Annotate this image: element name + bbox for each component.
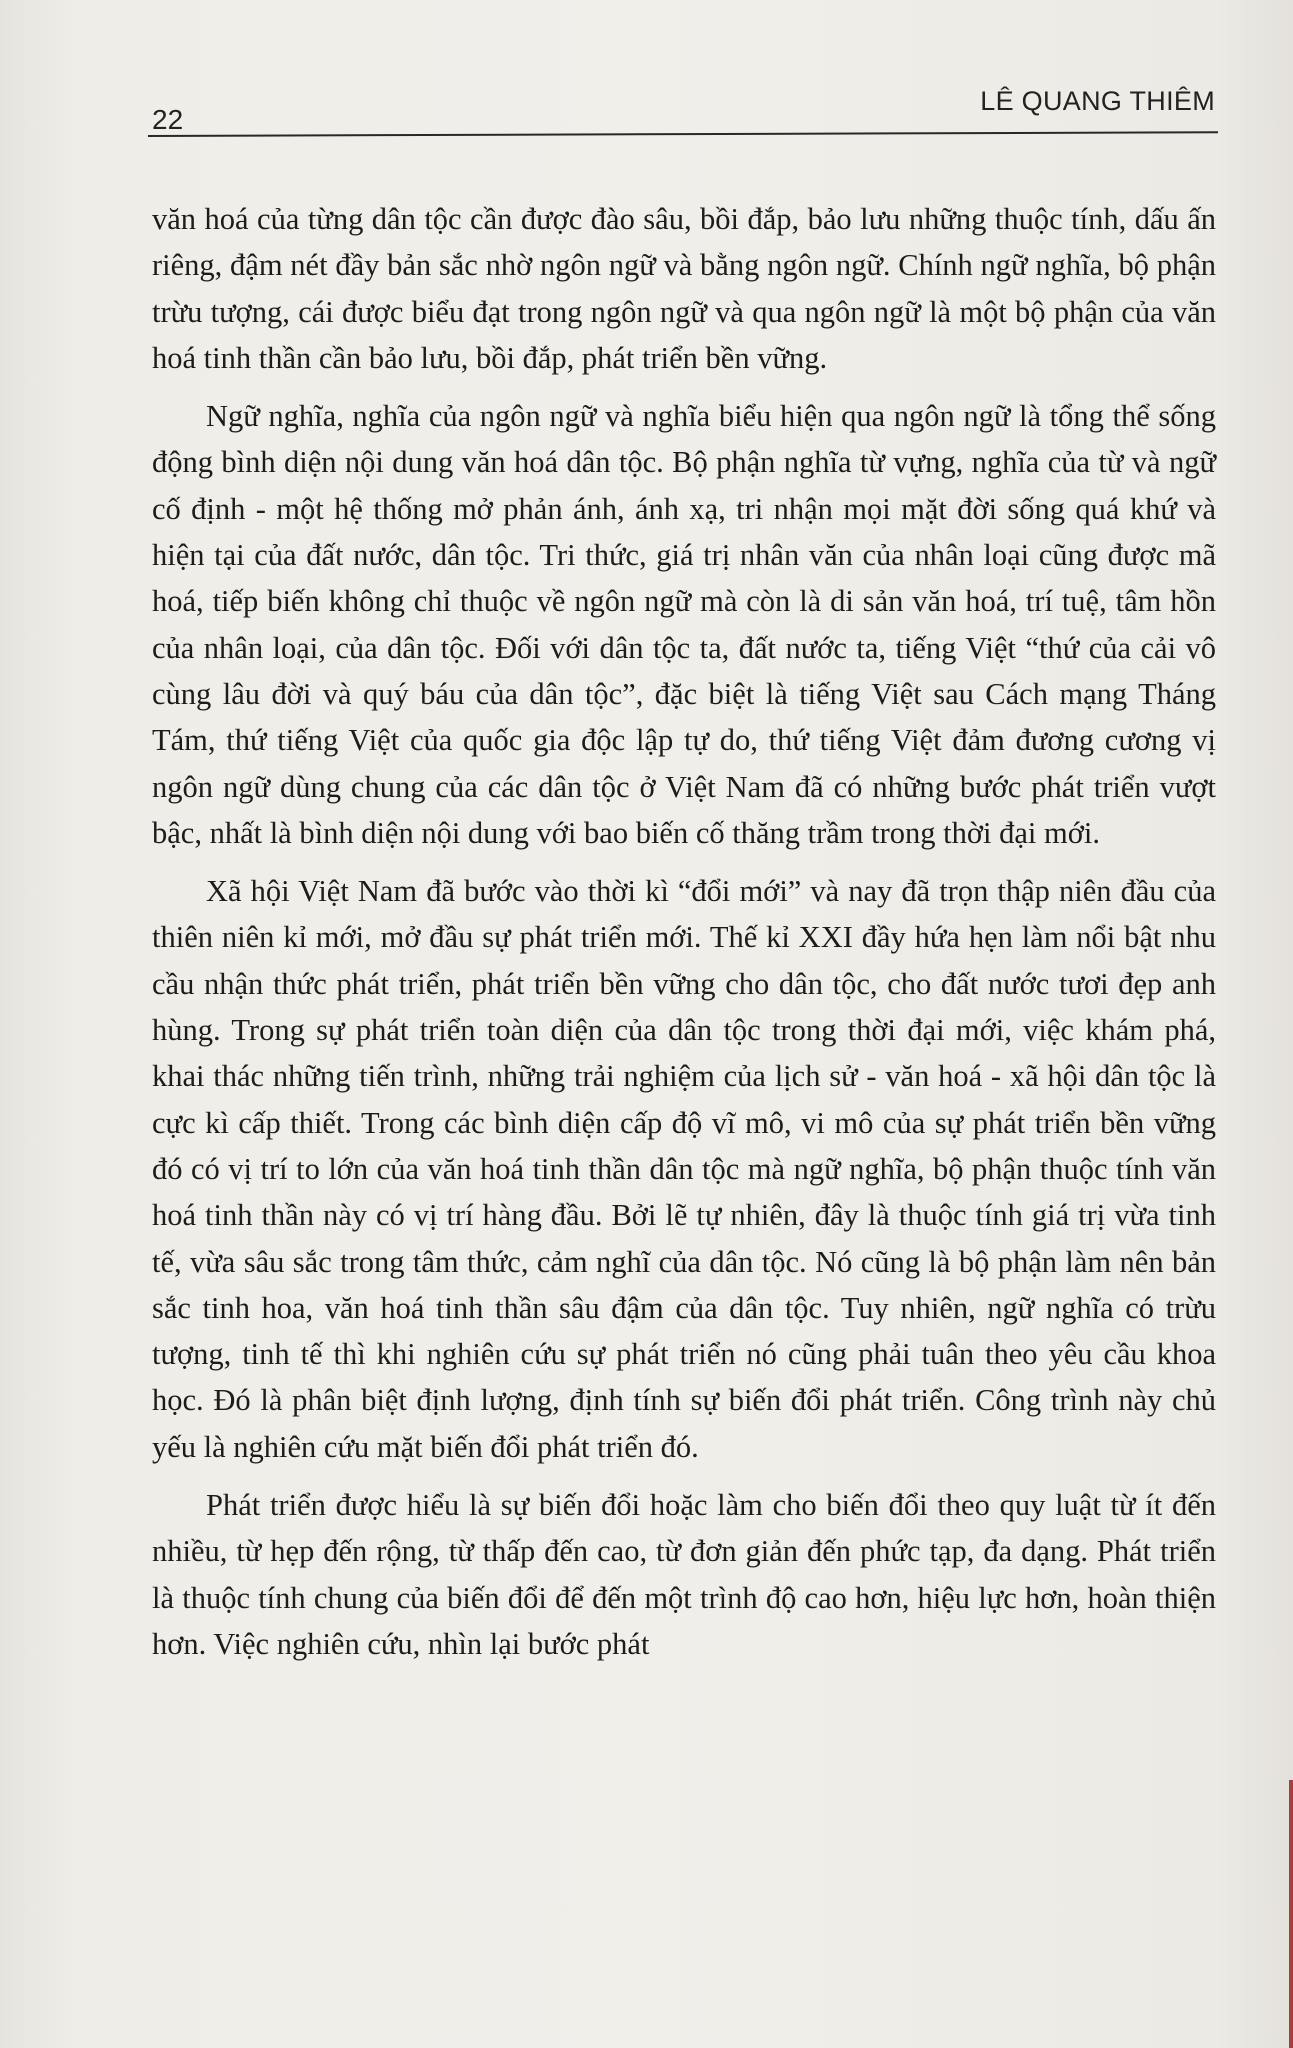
paragraph-4: Phát triển được hiểu là sự biến đổi hoặc làm cho biến đổi theo quy luật từ ít đến nhiều, từ hẹp đến rộng, từ thấp đến cao, từ đơn giản đến phức tạp, đa dạng. Phát triển là thuộc tính chung của biến đổi để đến một trình độ cao hơn, hiệu lực hơn, hoàn thiện hơn. Việc nghiên cứu, nhìn lại bước phát xyxy=(152,1488,1216,1661)
page-header xyxy=(150,86,1215,135)
running-title: LÊ QUANG THIÊM xyxy=(980,86,1215,116)
body-text xyxy=(152,196,1216,1679)
page-number: 22 xyxy=(152,104,184,135)
header-divider xyxy=(148,131,1218,137)
paragraph-3: Xã hội Việt Nam đã bước vào thời kì “đổi mới” và nay đã trọn thập niên đầu của thiên niên kỉ mới, mở đầu sự phát triển mới. Thế kỉ XXI đầy hứa hẹn làm nổi bật nhu cầu nhận thức phát triển, phát triển bền vững cho dân tộc, cho đất nước tươi đẹp anh hùng. Trong sự phát triển toàn diện của dân tộc trong thời đại mới, việc khám phá, khai thác những tiến trình, những trải nghiệm của lịch sử - văn hoá - xã hội dân tộc là cực kì cấp thiết. Trong các bình diện cấp độ vĩ mô, vi mô của sự phát triển bền vững đó có vị trí to lớn của văn hoá tinh thần dân tộc mà ngữ nghĩa, bộ phận thuộc tính văn hoá tinh thần này có vị trí hàng đầu. Bởi lẽ tự nhiên, đây là thuộc tính giá trị vừa tinh tế, vừa sâu sắc trong tâm thức, cảm nghĩ của dân tộc. Nó cũng là bộ phận làm nên bản sắc tinh hoa, văn hoá tinh thần sâu đậm của dân tộc. Tuy nhiên, ngữ nghĩa có trừu tượng, tinh tế thì khi nghiên cứu sự phát triển nó cũng phải tuân theo yêu cầu khoa học. Đó là phân biệt định lượng, định tính sự biến đổi phát triển. Công trình này chủ yếu là nghiên cứu mặt biến đổi phát triển đó. xyxy=(152,874,1216,1464)
page-edge-mark xyxy=(1289,1780,1293,2048)
paragraph-1: văn hoá của từng dân tộc cần được đào sâu, bồi đắp, bảo lưu những thuộc tính, dấu ấn riêng, đậm nét đầy bản sắc nhờ ngôn ngữ và bằng ngôn ngữ. Chính ngữ nghĩa, bộ phận trừu tượng, cái được biểu đạt trong ngôn ngữ và qua ngôn ngữ là một bộ phận của văn hoá tinh thần cần bảo lưu, bồi đắp, phát triển bền vững. xyxy=(152,202,1216,375)
paragraph-2: Ngữ nghĩa, nghĩa của ngôn ngữ và nghĩa biểu hiện qua ngôn ngữ là tổng thể sống động bình diện nội dung văn hoá dân tộc. Bộ phận nghĩa từ vựng, nghĩa của từ và ngữ cố định - một hệ thống mở phản ánh, ánh xạ, tri nhận mọi mặt đời sống quá khứ và hiện tại của đất nước, dân tộc. Tri thức, giá trị nhân văn của nhân loại cũng được mã hoá, tiếp biến không chỉ thuộc về ngôn ngữ mà còn là di sản văn hoá, trí tuệ, tâm hồn của nhân loại, của dân tộc. Đối với dân tộc ta, đất nước ta, tiếng Việt “thứ của cải vô cùng lâu đời và quý báu của dân tộc”, đặc biệt là tiếng Việt sau Cách mạng Tháng Tám, thứ tiếng Việt của quốc gia độc lập tự do, thứ tiếng Việt đảm đương cương vị ngôn ngữ dùng chung của các dân tộc ở Việt Nam đã có những bước phát triển vượt bậc, nhất là bình diện nội dung với bao biến cố thăng trầm trong thời đại mới. xyxy=(152,399,1216,850)
